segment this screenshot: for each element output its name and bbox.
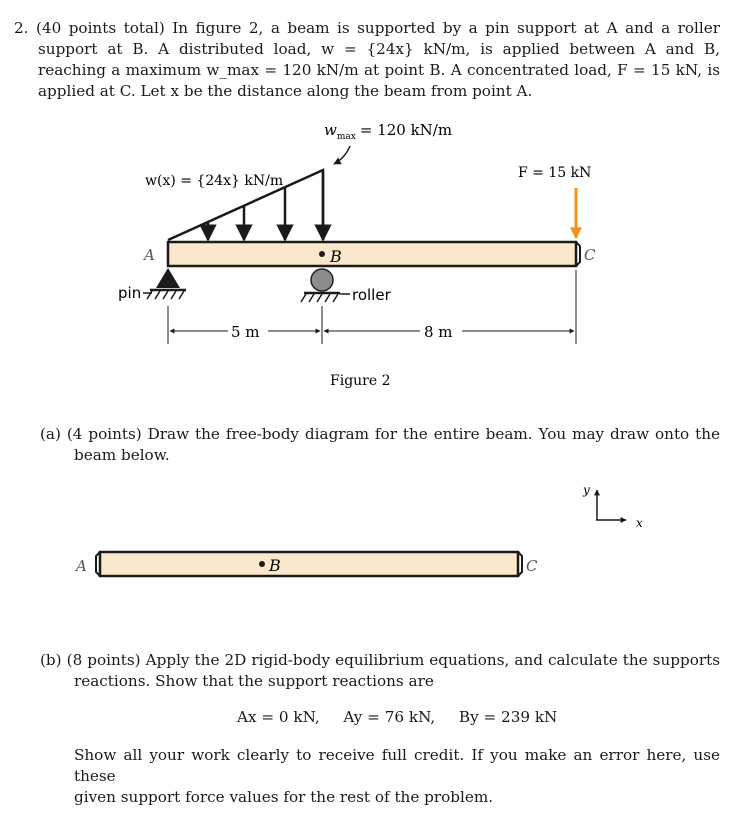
fbd-point-b-dot [259,561,265,567]
dim-ab-label: 5 m [231,323,260,341]
figure-caption: Figure 2 [330,373,391,389]
fbd-drawing-area[interactable] [0,460,752,600]
eq-ay: Ay = 76 kN, [343,708,436,726]
xy-axes-icon [596,490,626,520]
problem-line-1: 2. (40 points total) In figure 2, a beam is supported by a pin support at A and a roller [14,19,720,37]
part-b-note-line-2: given support force values for the rest of the problem. [74,788,494,806]
fbd-point-a-label: A [76,557,87,575]
part-b-line-1: (b) (8 points) Apply the 2D rigid-body equilibrium equations, and calculate the supports [40,651,721,669]
fbd-point-b-label: B [269,556,281,575]
point-c-label: C [584,246,596,264]
pin-label: pin [118,284,142,302]
wmax-pointer-arrow [334,146,350,164]
part-b-text [40,650,720,692]
part-a-line-2: beam below. [74,446,170,464]
part-b-line-2: reactions. Show that the support reactions are [74,672,434,690]
axis-y-label: y [583,483,590,497]
dim-bc-label: 8 m [424,323,453,341]
problem-line-3: reaching a maximum w_max = 120 kN/m at point B. A concentrated load, F = 15 kN, is [38,61,720,79]
roller-support [301,269,340,302]
part-a-line-1: (a) (4 points) Draw the free-body diagram for the entire beam. You may draw onto the [40,425,720,443]
force-label: F = 15 kN [518,165,592,181]
load-function-label: w(x) = {24x} kN/m [145,173,284,189]
figure-2 [0,0,752,400]
point-b-label: B [330,247,342,266]
eq-by: By = 239 kN [458,708,558,726]
problem-line-4: applied at C. Let x be the distance along the beam from point A. [38,82,533,100]
fbd-beam [100,552,518,576]
fbd-point-c-label: C [526,557,538,575]
part-b-note [74,745,720,808]
beam [168,242,576,266]
roller-label: roller [352,286,391,304]
wmax-label: $w_{max} = 120$ kN/m [324,121,453,142]
point-b-dot [319,251,325,257]
problem-line-2: support at B. A distributed load, w = {24x} kN/m, is applied between A and B, [38,40,720,58]
pin-support [147,268,186,299]
part-b-note-line-1: Show all your work clearly to receive full credit. If you make an error here, use these [74,746,720,785]
axis-x-label: x [636,516,643,530]
problem-number: 2. [14,19,29,37]
support-reaction-equations [237,708,557,726]
eq-ax: Ax = 0 kN, [237,708,320,726]
point-a-label: A [144,246,155,264]
